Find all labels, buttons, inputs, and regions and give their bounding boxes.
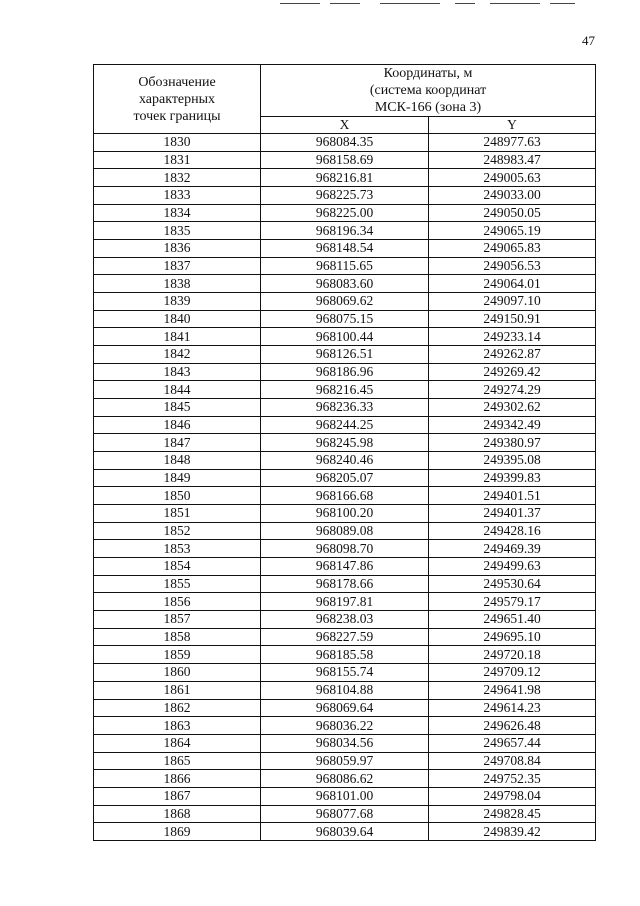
cell-point: 1844	[94, 381, 261, 399]
cell-point: 1842	[94, 346, 261, 364]
cell-point: 1846	[94, 416, 261, 434]
table-row	[94, 434, 596, 452]
cell-point: 1856	[94, 593, 261, 611]
cell-x: 968155.74	[261, 664, 429, 682]
cell-x: 968240.46	[261, 452, 429, 470]
cell-point: 1860	[94, 664, 261, 682]
cell-y: 249005.63	[429, 169, 596, 187]
cell-y: 249097.10	[429, 293, 596, 311]
cell-point: 1858	[94, 628, 261, 646]
cell-y: 249269.42	[429, 363, 596, 381]
cell-x: 968083.60	[261, 275, 429, 293]
cell-y: 249395.08	[429, 452, 596, 470]
cell-y: 249065.19	[429, 222, 596, 240]
cell-y: 249708.84	[429, 752, 596, 770]
cell-y: 249302.62	[429, 399, 596, 417]
cell-x: 968245.98	[261, 434, 429, 452]
cell-point: 1854	[94, 558, 261, 576]
table-row	[94, 734, 596, 752]
cell-y: 248977.63	[429, 134, 596, 152]
table-row	[94, 187, 596, 205]
cell-x: 968166.68	[261, 487, 429, 505]
table-row	[94, 310, 596, 328]
cell-x: 968205.07	[261, 469, 429, 487]
cell-x: 968104.88	[261, 681, 429, 699]
cell-point: 1831	[94, 151, 261, 169]
cell-point: 1867	[94, 787, 261, 805]
header-point-designation: Обозначение характерных точек границы	[94, 65, 261, 134]
cell-point: 1857	[94, 611, 261, 629]
cell-point: 1836	[94, 240, 261, 258]
table-row	[94, 363, 596, 381]
cell-x: 968197.81	[261, 593, 429, 611]
table-row	[94, 151, 596, 169]
cell-x: 968100.44	[261, 328, 429, 346]
cell-y: 249380.97	[429, 434, 596, 452]
cell-x: 968089.08	[261, 522, 429, 540]
cell-point: 1863	[94, 717, 261, 735]
cell-x: 968238.03	[261, 611, 429, 629]
cell-x: 968075.15	[261, 310, 429, 328]
cell-y: 249469.39	[429, 540, 596, 558]
cell-x: 968158.69	[261, 151, 429, 169]
cell-x: 968036.22	[261, 717, 429, 735]
cell-point: 1868	[94, 805, 261, 823]
cell-x: 968084.35	[261, 134, 429, 152]
table-row	[94, 222, 596, 240]
table-row	[94, 717, 596, 735]
coordinates-table	[93, 64, 596, 841]
cell-y: 249401.37	[429, 505, 596, 523]
table-row	[94, 275, 596, 293]
cell-x: 968077.68	[261, 805, 429, 823]
cell-point: 1833	[94, 187, 261, 205]
table-row	[94, 487, 596, 505]
table-row	[94, 558, 596, 576]
table-row	[94, 328, 596, 346]
cell-y: 249233.14	[429, 328, 596, 346]
table-row	[94, 522, 596, 540]
cell-x: 968069.62	[261, 293, 429, 311]
table-row	[94, 204, 596, 222]
cell-x: 968216.81	[261, 169, 429, 187]
table-row	[94, 240, 596, 258]
table-row	[94, 664, 596, 682]
table-row	[94, 770, 596, 788]
cell-y: 249274.29	[429, 381, 596, 399]
cell-point: 1839	[94, 293, 261, 311]
cell-x: 968225.00	[261, 204, 429, 222]
cell-point: 1851	[94, 505, 261, 523]
cell-y: 249401.51	[429, 487, 596, 505]
cell-y: 249428.16	[429, 522, 596, 540]
cell-x: 968216.45	[261, 381, 429, 399]
cell-y: 249695.10	[429, 628, 596, 646]
cell-x: 968147.86	[261, 558, 429, 576]
cell-point: 1847	[94, 434, 261, 452]
page-number: 47	[582, 33, 595, 48]
table-row	[94, 293, 596, 311]
cell-y: 249399.83	[429, 469, 596, 487]
table-row	[94, 134, 596, 152]
cell-y: 249064.01	[429, 275, 596, 293]
scan-artifact-lines	[280, 3, 580, 5]
cell-x: 968148.54	[261, 240, 429, 258]
table-row	[94, 469, 596, 487]
table-row	[94, 805, 596, 823]
table-row	[94, 611, 596, 629]
cell-x: 968101.00	[261, 787, 429, 805]
table-row	[94, 823, 596, 841]
table-row	[94, 646, 596, 664]
cell-x: 968227.59	[261, 628, 429, 646]
header-y: Y	[429, 117, 596, 134]
cell-point: 1866	[94, 770, 261, 788]
table-row	[94, 681, 596, 699]
cell-point: 1841	[94, 328, 261, 346]
cell-point: 1869	[94, 823, 261, 841]
table-row	[94, 752, 596, 770]
cell-x: 968086.62	[261, 770, 429, 788]
cell-y: 249657.44	[429, 734, 596, 752]
table-row	[94, 452, 596, 470]
cell-x: 968098.70	[261, 540, 429, 558]
table-row	[94, 381, 596, 399]
cell-y: 249530.64	[429, 575, 596, 593]
cell-y: 249828.45	[429, 805, 596, 823]
cell-point: 1864	[94, 734, 261, 752]
table-row	[94, 593, 596, 611]
cell-point: 1838	[94, 275, 261, 293]
cell-x: 968115.65	[261, 257, 429, 275]
table-row	[94, 575, 596, 593]
cell-y: 249342.49	[429, 416, 596, 434]
table-row	[94, 169, 596, 187]
cell-x: 968225.73	[261, 187, 429, 205]
cell-point: 1848	[94, 452, 261, 470]
cell-point: 1830	[94, 134, 261, 152]
cell-y: 249065.83	[429, 240, 596, 258]
cell-point: 1862	[94, 699, 261, 717]
cell-y: 249641.98	[429, 681, 596, 699]
cell-x: 968039.64	[261, 823, 429, 841]
cell-x: 968069.64	[261, 699, 429, 717]
cell-point: 1855	[94, 575, 261, 593]
cell-point: 1859	[94, 646, 261, 664]
cell-point: 1849	[94, 469, 261, 487]
table-row	[94, 699, 596, 717]
cell-point: 1840	[94, 310, 261, 328]
cell-y: 249626.48	[429, 717, 596, 735]
cell-y: 249752.35	[429, 770, 596, 788]
cell-point: 1852	[94, 522, 261, 540]
cell-point: 1853	[94, 540, 261, 558]
table-row	[94, 540, 596, 558]
cell-point: 1865	[94, 752, 261, 770]
cell-y: 249056.53	[429, 257, 596, 275]
cell-x: 968059.97	[261, 752, 429, 770]
table-row	[94, 628, 596, 646]
table-row	[94, 416, 596, 434]
cell-y: 249033.00	[429, 187, 596, 205]
coordinates-rows	[94, 134, 596, 841]
table-row	[94, 505, 596, 523]
cell-x: 968100.20	[261, 505, 429, 523]
table-row	[94, 787, 596, 805]
cell-x: 968196.34	[261, 222, 429, 240]
cell-y: 249579.17	[429, 593, 596, 611]
cell-x: 968186.96	[261, 363, 429, 381]
cell-y: 249709.12	[429, 664, 596, 682]
cell-x: 968126.51	[261, 346, 429, 364]
cell-point: 1843	[94, 363, 261, 381]
cell-x: 968185.58	[261, 646, 429, 664]
cell-y: 249720.18	[429, 646, 596, 664]
cell-x: 968236.33	[261, 399, 429, 417]
cell-point: 1837	[94, 257, 261, 275]
cell-point: 1861	[94, 681, 261, 699]
cell-x: 968034.56	[261, 734, 429, 752]
header-x: X	[261, 117, 429, 134]
cell-point: 1834	[94, 204, 261, 222]
cell-y: 249798.04	[429, 787, 596, 805]
cell-y: 249651.40	[429, 611, 596, 629]
cell-x: 968244.25	[261, 416, 429, 434]
cell-point: 1832	[94, 169, 261, 187]
cell-point: 1850	[94, 487, 261, 505]
table-row	[94, 257, 596, 275]
table-row	[94, 346, 596, 364]
table-row	[94, 399, 596, 417]
cell-y: 249262.87	[429, 346, 596, 364]
cell-y: 249499.63	[429, 558, 596, 576]
cell-y: 249614.23	[429, 699, 596, 717]
header-coordinates: Координаты, м (система координат МСК-166 (зона 3)	[261, 65, 596, 117]
cell-point: 1845	[94, 399, 261, 417]
cell-y: 249050.05	[429, 204, 596, 222]
cell-y: 249839.42	[429, 823, 596, 841]
cell-x: 968178.66	[261, 575, 429, 593]
cell-y: 248983.47	[429, 151, 596, 169]
cell-y: 249150.91	[429, 310, 596, 328]
cell-point: 1835	[94, 222, 261, 240]
